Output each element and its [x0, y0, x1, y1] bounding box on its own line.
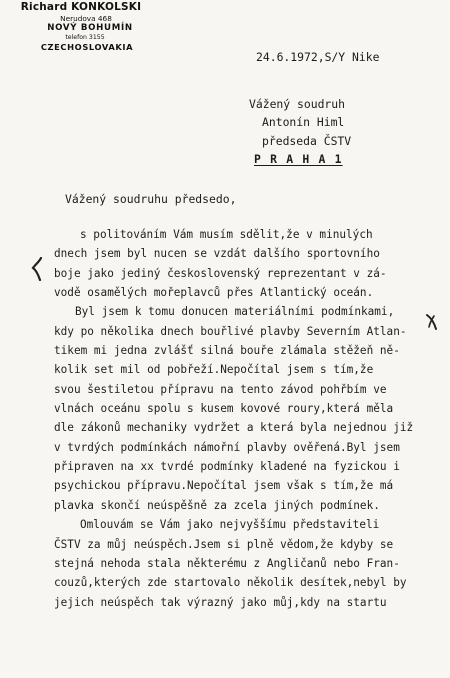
sender-city: NOVÝ BOHUMÍN	[47, 23, 133, 33]
body-line: ČSTV za můj neúspěch.Jsem si plně vědom,že kdyby se	[54, 537, 394, 551]
body-line: svou šestiletou přípravu na tento závod pohřbím ve	[54, 382, 387, 396]
recipient-title: předseda ČSTV	[262, 133, 352, 148]
sender-street: Nerudova 468	[60, 14, 112, 23]
sender-country: CZECHOSLOVAKIA	[40, 42, 134, 52]
body-line: vlnách oceánu spolu s kusem kovové roury,která měla	[54, 402, 394, 416]
body-line: boje jako jediný československý reprezentant v zá-	[54, 266, 387, 280]
body-line: dnech jsem byl nucen se vzdát dalšího sportovního	[54, 247, 380, 261]
body-line: kdy po několika dnech bouřlivé plavby Severním Atlan-	[54, 324, 407, 338]
body-line: Omlouvám se Vám jako nejvyššímu představiteli	[80, 518, 380, 532]
body-line: jejich neúspěch tak výrazný jako můj,kdy na startu	[54, 595, 387, 609]
handwritten-mark-icon	[424, 313, 440, 331]
body-line: dle zákonů mechaniky vydržet a která byla nejednou již	[54, 421, 414, 435]
body-line: v tvrdých podmínkách námořní plavby ověřená.Byl jsem	[54, 440, 400, 454]
letterhead	[6, 1, 156, 52]
body-line: stejná nehoda stala některému z Angličanů nebo Fran-	[54, 556, 400, 570]
body-line: s politováním Vám musím sdělit,že v minulých	[80, 228, 373, 241]
recipient-city: P R A H A 1	[254, 151, 343, 166]
body-line: tikem mi jedna zvlášť silná bouře zlámala stěžeň ně-	[54, 344, 400, 358]
date-line: 24.6.1972,S/Y Nike	[256, 50, 380, 64]
salutation: Vážený soudruhu předsedo,	[65, 192, 237, 206]
letter-body	[54, 225, 434, 612]
body-line: plavka skončí neúspěšně za zcela jiných podmínek.	[54, 498, 380, 512]
body-line: kolik set mil od pobřeží.Nepočítal jsem s tím,že	[54, 363, 374, 377]
body-line: psychickou přípravu.Nepočítal jsem však s tím,že má	[54, 479, 394, 493]
body-line: vodě osamělých mořeplavců přes Atlantický oceán.	[54, 286, 374, 300]
sender-name: Richard KONKOLSKI	[20, 1, 142, 13]
body-line: připraven na xx tvrdé podmínky kladené na fyzickou i	[54, 460, 400, 474]
sender-phone: telefon 3155	[65, 34, 105, 41]
recipient-block	[249, 95, 351, 168]
recipient-greeting: Vážený soudruh	[249, 97, 346, 111]
body-line: Byl jsem k tomu donucen materiálními podmínkami,	[75, 305, 395, 319]
body-line: couzů,kterých zde startovalo několik desítek,nebyl by	[54, 576, 407, 590]
handwritten-check-icon	[31, 257, 43, 281]
recipient-name: Antonín Himl	[262, 115, 345, 130]
